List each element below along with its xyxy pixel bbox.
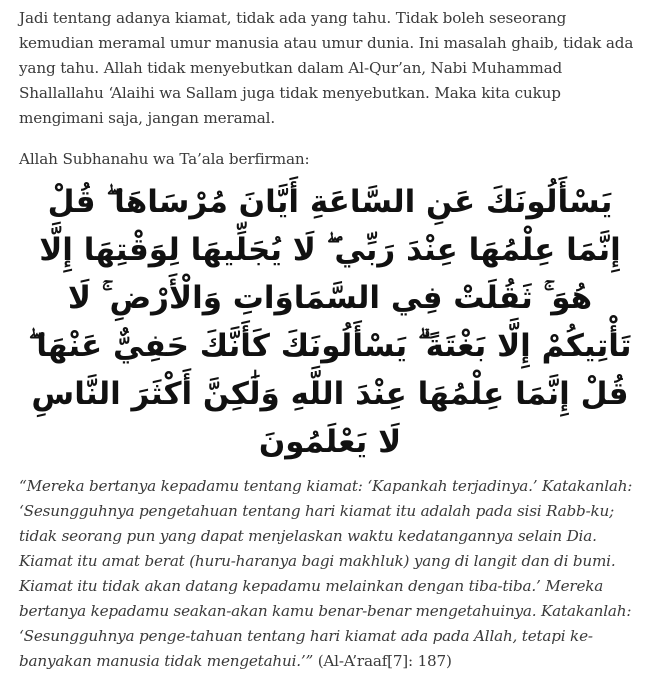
arabic-verse: يَسْأَلُونَكَ عَنِ السَّاعَةِ أَيَّانَ مُرْسَاهَا ۖ قُلْ إِنَّمَا عِلْمُهَا عِنْدَ رَبِّي ۖ لَا يُجَلِّيهَا لِوَقْتِهَا إِلَّا هُوَ ۚ ثَقُلَتْ فِي السَّمَاوَاتِ وَالْأَرْضِ ۚ لَا تَأْتِيكُمْ إِلَّا بَغْتَةً ۗ يَسْأَلُونَكَ كَأَنَّكَ حَفِيٌّ عَنْهَا ۖ قُلْ إِنَّمَا عِلْمُهَا عِنْدَ اللَّهِ وَلَٰكِنَّ أَكْثَرَ النَّاسِ لَا يَعْلَمُونَ — [28, 184, 632, 460]
article-body — [19, 6, 641, 689]
translation-text: “Mereka bertanya kepadamu tentang kiamat: ‘Kapankah terjadinya.’ Katakanlah: ‘Sesungguhnya pengetahuan tentang hari kiamat itu adalah pada sisi Rabb-ku; tidak seorang pun yang dapat menjelaskan waktu kedatangannya selain Dia. Kiamat itu amat berat (huru-haranya bagi makhluk) yang di langit dan di bumi. Kiamat itu tidak akan datang kepadamu melainkan dengan tiba-tiba.’ Mereka bertanya kepadamu seakan-akan kamu benar-benar mengetahuinya. Katakanlah: ‘Sesungguhnya penge-tahuan tentang hari kiamat ada pada Allah, tetapi ke-banyakan manusia tidak mengetahui.’” — [19, 477, 633, 670]
verse-intro: Allah Subhanahu wa Ta’ala berfirman: — [19, 150, 310, 168]
verse-citation: (Al-A’raaf[7]: 187) — [313, 652, 452, 670]
verse-translation — [19, 474, 641, 674]
paragraph-kiamat-ghaib: Jadi tentang adanya kiamat, tidak ada yang tahu. Tidak boleh seseorang kemudian meramal umur manusia atau umur dunia. Ini masalah ghaib, tidak ada yang tahu. Allah tidak menyebutkan dalam Al-Qur’an, Nabi Muhammad Shallallahu ‘Alaihi wa Sallam juga tidak menyebutkan. Maka kita cukup mengimani saja, jangan meramal. — [19, 9, 634, 127]
